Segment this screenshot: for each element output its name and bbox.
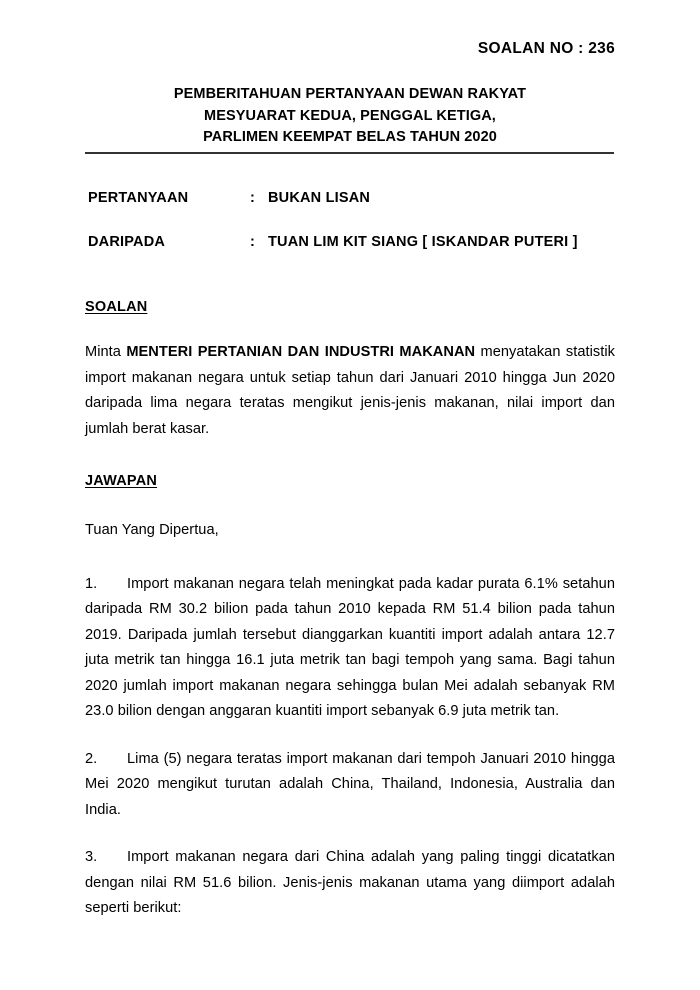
soalan-heading-wrap (85, 298, 615, 316)
metadata-label-pertanyaan: PERTANYAAN (88, 190, 189, 206)
spacer-after-answer-paragraph-1 (85, 725, 615, 747)
spacer-after-soalan-heading (85, 316, 615, 340)
metadata-value-daripada: TUAN LIM KIT SIANG [ ISKANDAR PUTERI ] (268, 234, 578, 250)
metadata-row-daripada (88, 234, 618, 250)
soalan-lead-in: Minta (85, 344, 127, 360)
question-metadata (88, 190, 618, 278)
document-title-line-1: PEMBERITAHUAN PERTANYAAN DEWAN RAKYAT (173, 86, 527, 102)
answer-paragraph-1 (85, 572, 615, 725)
answer-paragraph-3 (85, 845, 615, 922)
soalan-ministry-name: MENTERI PERTANIAN DAN INDUSTRI MAKANAN (126, 344, 476, 360)
spacer-after-jawapan-heading (85, 490, 615, 518)
spacer-after-salutation (85, 544, 615, 572)
answer-paragraph-3-text: Import makanan negara dari China adalah yang paling tinggi dicatatkan dengan nilai RM 51.6 bilion. Jenis-jenis makanan utama yang diimport adalah seperti berikut: (85, 849, 615, 916)
question-number-header: SOALAN NO : 236 (477, 40, 615, 57)
jawapan-heading: JAWAPAN (85, 473, 158, 489)
jawapan-heading-wrap (85, 472, 615, 490)
spacer-after-soalan-paragraph (85, 442, 615, 472)
metadata-row-pertanyaan (88, 190, 618, 206)
header-separator-rule (85, 152, 614, 154)
document-body (85, 298, 615, 922)
soalan-paragraph (85, 340, 615, 442)
document-title (85, 84, 615, 149)
metadata-colon-pertanyaan: : (250, 190, 256, 206)
answer-paragraph-1-number: 1. (85, 575, 98, 592)
answer-paragraph-3-number: 3. (85, 849, 98, 865)
soalan-heading: SOALAN (85, 299, 148, 315)
answer-paragraph-2-number: 2. (85, 750, 98, 767)
metadata-value-pertanyaan: BUKAN LISAN (268, 190, 371, 206)
metadata-label-daripada: DARIPADA (88, 234, 166, 250)
document-title-line-3: PARLIMEN KEEMPAT BELAS TAHUN 2020 (203, 129, 497, 145)
spacer-after-answer-paragraph-2 (85, 823, 615, 845)
document-title-line-2: MESYUARAT KEDUA, PENGGAL KETIGA, (204, 107, 496, 124)
jawapan-salutation: Tuan Yang Dipertua, (85, 522, 219, 538)
answer-paragraph-2 (85, 747, 615, 824)
answer-paragraph-2-text: Lima (5) negara teratas import makanan dari tempoh Januari 2010 hingga Mei 2020 mengikut turutan adalah China, Thailand, Indonesia, Australia dan India. (85, 750, 615, 818)
soalan-body-text: menyatakan statistik import makanan negara untuk setiap tahun dari Januari 2010 hingga Jun 2020 daripada lima negara teratas mengikut jenis-jenis makanan, nilai import dan jumlah berat kasar. (85, 344, 615, 437)
answer-paragraph-1-text: Import makanan negara telah meningkat pada kadar purata 6.1% setahun daripada RM 30.2 bilion pada tahun 2010 kepada RM 51.4 bilion pada tahun 2019. Daripada jumlah tersebut dianggarkan kuantiti import adalah antara 12.7 juta metrik tan hingga 16.1 juta metrik tan bagi tempoh yang sama. Bagi tahun 2020 jumlah import makanan negara sehingga bulan Mei adalah sebanyak RM 23.0 bilion dengan anggaran kuantiti import sebanyak 6.9 juta metrik tan. (85, 575, 615, 719)
metadata-colon-daripada: : (250, 234, 256, 250)
